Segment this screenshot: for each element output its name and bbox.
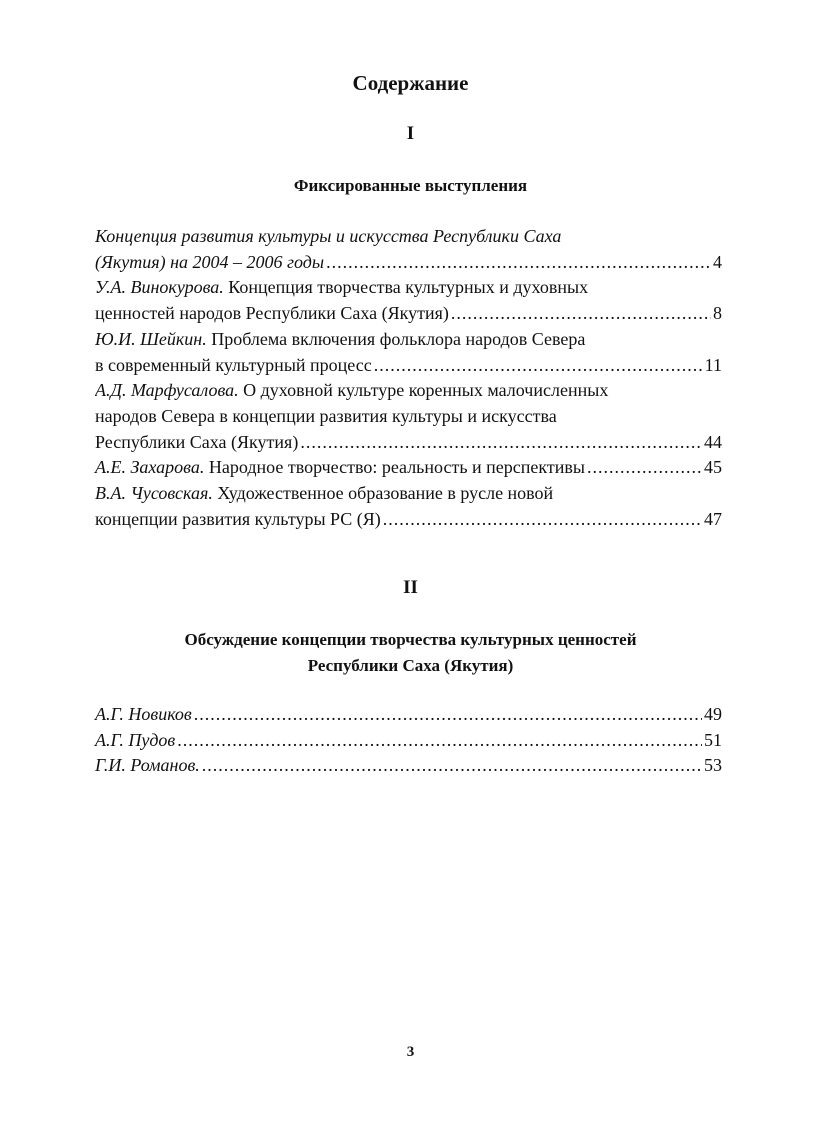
leader-dots	[177, 728, 702, 754]
entry-author: А.Д. Марфусалова.	[95, 380, 239, 401]
toc-entry[interactable]	[95, 327, 722, 378]
entry-page-number: 8	[713, 303, 722, 324]
leader-dots	[374, 353, 703, 379]
section-2-title-line-1: Обсуждение концепции творчества культурных ценностей	[184, 630, 637, 649]
entry-line: народов Севера в концепции развития культуры и искусства	[95, 405, 557, 426]
entry-title: Народное творчество: реальность и перспективы	[204, 457, 586, 478]
entry-author: У.А. Винокурова.	[95, 277, 224, 298]
entry-title: О духовной культуре коренных малочисленных	[238, 380, 609, 401]
toc-entry[interactable]	[95, 224, 722, 275]
entry-last-line: Республики Саха (Якутия)	[95, 431, 299, 452]
toc-entry[interactable]	[95, 378, 722, 455]
section-1-title: Фиксированные выступления	[293, 176, 528, 195]
leader-dots	[383, 507, 702, 533]
leader-dots	[194, 702, 702, 728]
entry-title: Концепция творчества культурных и духовных	[223, 277, 589, 298]
entry-author: В.А. Чусовская.	[95, 483, 213, 504]
page-title: Содержание	[352, 71, 469, 95]
entry-page-number: 44	[704, 431, 722, 452]
toc-entry[interactable]	[95, 702, 722, 728]
section-1-numeral: I	[406, 123, 415, 144]
leader-dots	[451, 301, 711, 327]
section-2-entries	[95, 702, 722, 779]
page-number: 3	[406, 1044, 415, 1060]
entry-author: А.Е. Захарова.	[95, 457, 205, 478]
entry-page-number: 49	[704, 704, 722, 724]
entry-title: Проблема включения фольклора народов Севера	[206, 328, 586, 349]
entry-title: Художественное образование в русле новой	[212, 483, 554, 504]
leader-dots	[300, 430, 702, 456]
entry-page-number: 51	[704, 729, 722, 750]
entry-author: Ю.И. Шейкин.	[95, 328, 207, 349]
entry-page-number: 53	[704, 755, 722, 776]
toc-entry[interactable]	[95, 728, 722, 754]
entry-page-number: 11	[704, 354, 722, 375]
toc-entry[interactable]	[95, 753, 722, 779]
entry-author: Г.И. Романов.	[95, 755, 200, 776]
entry-last-line: ценностей народов Республики Саха (Якутия)	[95, 303, 449, 324]
entry-last-line: в современный культурный процесс	[95, 354, 372, 375]
leader-dots	[202, 753, 702, 779]
entry-last-line: концепции развития культуры РС (Я)	[95, 508, 381, 529]
toc-entry[interactable]	[95, 481, 722, 532]
toc-entry[interactable]	[95, 455, 722, 481]
section-2-title-line-2: Республики Саха (Якутия)	[307, 656, 514, 675]
section-1-entries	[95, 224, 722, 532]
entry-page-number: 4	[713, 251, 722, 272]
entry-page-number: 45	[704, 457, 722, 478]
section-2-numeral: II	[403, 577, 418, 598]
entry-author: А.Г. Пудов	[95, 729, 176, 750]
entry-line: Концепция развития культуры и искусства Республики Саха	[95, 226, 562, 246]
toc-entry[interactable]	[95, 275, 722, 326]
entry-last-line: (Якутия) на 2004 – 2006 годы	[95, 251, 325, 272]
entry-page-number: 47	[704, 508, 722, 529]
leader-dots	[326, 250, 711, 276]
leader-dots	[587, 455, 702, 481]
entry-author: А.Г. Новиков	[95, 704, 192, 724]
